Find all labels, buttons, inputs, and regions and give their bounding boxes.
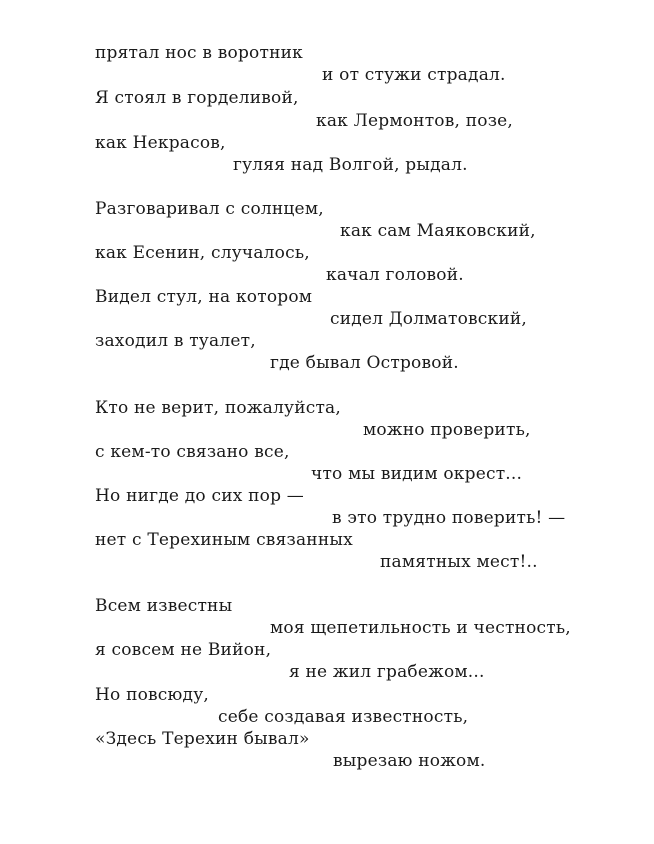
poem-line: как Некрасов, (95, 133, 226, 153)
poem-line: моя щепетильность и честность, (270, 618, 571, 638)
poem-line: как Лермонтов, позе, (316, 111, 514, 131)
poem-line: вырезаю ножом. (333, 751, 486, 771)
poem-line: я не жил грабежом... (289, 662, 485, 682)
poem-line: в это трудно поверить! — (332, 508, 566, 528)
poem-line: Всем известны (95, 596, 233, 616)
poem-line: Разговаривал с солнцем, (95, 199, 324, 219)
poem-line: что мы видим окрест... (311, 464, 523, 484)
poem-line: где бывал Островой. (270, 353, 459, 373)
poem-line: я совсем не Вийон, (95, 640, 272, 660)
poem-line: качал головой. (326, 265, 464, 285)
poem-line: «Здесь Терехин бывал» (95, 729, 310, 749)
poem-line: можно проверить, (363, 420, 531, 440)
poem-line: Видел стул, на котором (95, 287, 313, 307)
poem-line: Кто не верит, пожалуйста, (95, 398, 341, 418)
poem-line: сидел Долматовский, (330, 309, 528, 329)
poem-line: нет с Терехиным связанных (95, 530, 353, 550)
poem-line: с кем-то связано все, (95, 442, 290, 462)
poem-line: как сам Маяковский, (340, 221, 536, 241)
poem-line: Но повсюду, (95, 685, 209, 705)
poem-line: гуляя над Волгой, рыдал. (233, 155, 468, 175)
poem-line: как Есенин, случалось, (95, 243, 310, 263)
poem-line: и от стужи страдал. (322, 65, 506, 85)
poem-line: заходил в туалет, (95, 331, 256, 351)
poem-line: себе создавая известность, (218, 707, 469, 727)
poem-line: прятал нос в воротник (95, 43, 303, 63)
poem-line: Я стоял в горделивой, (95, 88, 299, 108)
poem-line: Но нигде до сих пор — (95, 486, 304, 506)
poem-line: памятных мест!.. (380, 552, 538, 572)
